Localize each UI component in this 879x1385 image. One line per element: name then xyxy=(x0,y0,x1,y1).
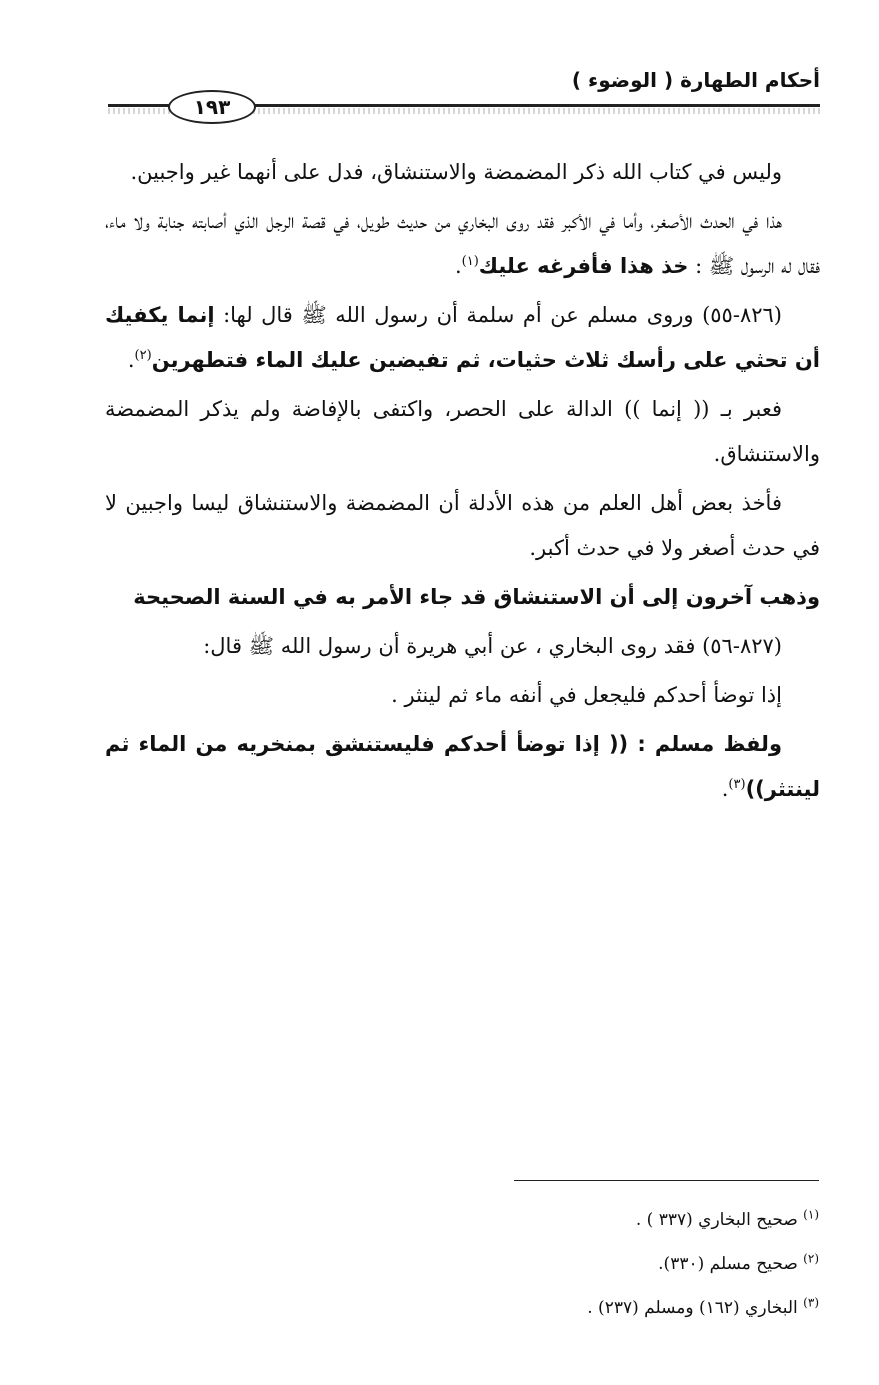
footnote-2-mark: (٢) xyxy=(803,1251,819,1266)
footnote-ref-3[interactable]: (٣) xyxy=(728,777,746,792)
section-heading: وذهب آخرون إلى أن الاستنشاق قد جاء الأمر به في السنة الصحيحة xyxy=(133,585,820,609)
footnote-ref-1[interactable]: (١) xyxy=(461,254,479,269)
footnote-1-mark: (١) xyxy=(803,1207,819,1222)
footnote-separator xyxy=(514,1180,819,1181)
paragraph-2 xyxy=(105,199,820,289)
footnote-1 xyxy=(319,1198,819,1242)
paragraph-8 xyxy=(105,722,820,812)
paragraph-8-end: . xyxy=(721,777,729,801)
hadith-quote-1: خذ هذا فأفرغه عليك xyxy=(478,254,689,278)
footnote-1-text: صحيح البخاري (٣٣٧ ) . xyxy=(635,1210,804,1230)
footnote-3-mark: (٣) xyxy=(803,1295,819,1310)
page-header xyxy=(108,62,820,122)
paragraph-5: فأخذ بعض أهل العلم من هذه الأدلة أن المضمضة والاستنشاق ليسا واجبين لا في حدث أصغر ولا في حدث أكبر. xyxy=(105,491,820,560)
paragraph-7: إذا توضأ أحدكم فليجعل في أنفه ماء ثم لينثر . xyxy=(391,683,782,707)
footnote-2 xyxy=(319,1242,819,1286)
paragraph-3-end: . xyxy=(127,348,135,372)
main-text xyxy=(105,150,820,816)
footnote-2-text: صحيح مسلم (٣٣٠). xyxy=(658,1254,804,1274)
paragraph-6: (٨٢٧-٥٦) فقد روى البخاري ، عن أبي هريرة أن رسول الله ﷺ قال: xyxy=(203,634,782,658)
footnotes xyxy=(319,1198,819,1330)
paragraph-4: فعبر بـ (( إنما )) الدالة على الحصر، واكتفى بالإفاضة ولم يذكر المضمضة والاستنشاق. xyxy=(105,397,820,466)
paragraph-3-text: (٨٢٦-٥٥) وروى مسلم عن أم سلمة أن رسول الله ﷺ قال لها: xyxy=(214,303,782,327)
paragraph-2-text: هذا في الحدث الأصغر، وأما في الأكبر فقد روى البخاري من حديث طويل، في قصة الرجل الذي أصابته جنابة ولا ماء، فقال له الرسول ﷺ : xyxy=(105,209,820,278)
hadith-quote-2: إنما يكفيك أن تحثي على رأسك ثلاث حثيات، ثم تفيضين عليك الماء فتطهرين xyxy=(105,303,820,372)
paragraph-3 xyxy=(105,293,820,383)
footnote-3 xyxy=(319,1286,819,1330)
paragraph-1: وليس في كتاب الله ذكر المضمضة والاستنشاق، فدل على أنهما غير واجبين. xyxy=(130,160,782,184)
footnote-3-text: البخاري (١٦٢) ومسلم (٢٣٧) . xyxy=(587,1298,804,1318)
page-number: ١٩٣ xyxy=(168,90,256,124)
hadith-quote-3: ولفظ مسلم : (( إذا توضأ أحدكم فليستنشق بمنخريه من الماء ثم لينتثر)) xyxy=(105,732,820,801)
footnote-ref-2[interactable]: (٢) xyxy=(134,348,152,363)
paragraph-2-end: . xyxy=(454,254,462,278)
running-title: أحكام الطهارة ( الوضوء ) xyxy=(571,68,820,92)
